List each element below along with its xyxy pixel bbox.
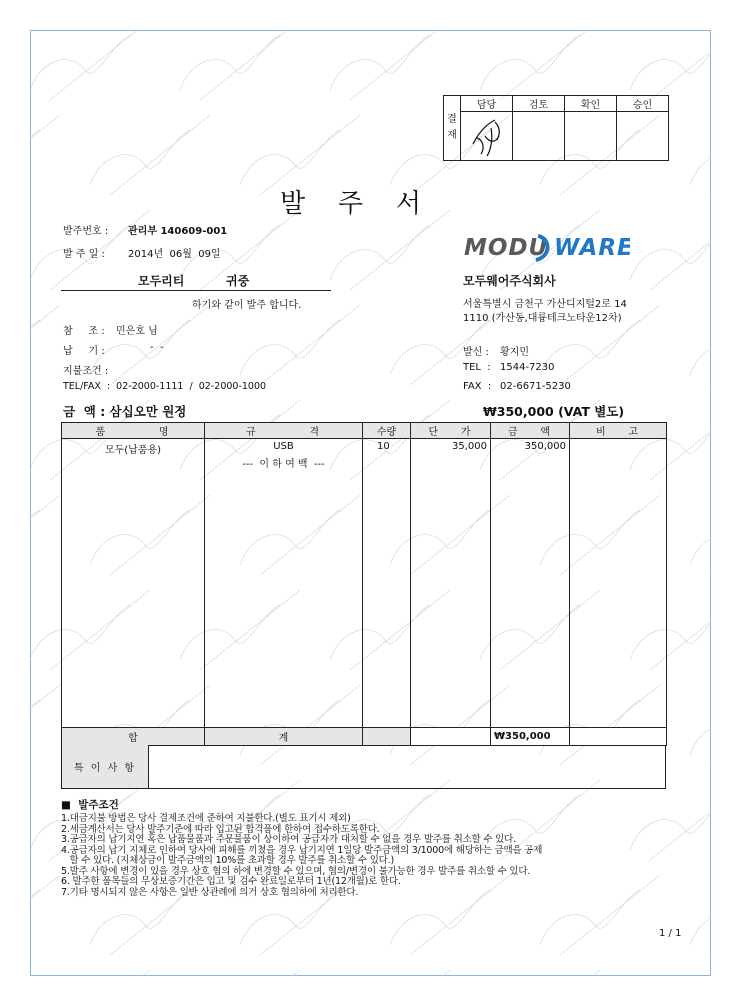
total-unit-empty: [411, 728, 491, 746]
total-row: [62, 728, 667, 746]
sender-value: 황지민: [500, 347, 529, 358]
approval-empty-cell: [617, 112, 669, 161]
amount-value: ₩350,000 (VAT 별도): [483, 404, 625, 419]
col-header-qty: 수량: [363, 423, 411, 439]
table-row: [62, 439, 667, 728]
delivery-value: - -: [150, 342, 164, 353]
condition-line: 2.세금계산서는 당사 발주기준에 따라 입고된 합격품에 한하여 접수하도록한다.: [61, 823, 380, 835]
handwritten-signature: [465, 114, 509, 158]
recipient-company: 모두리티: [138, 274, 185, 288]
moduware-logo: [462, 230, 630, 262]
approval-header-확인: 확인: [565, 96, 617, 112]
supplier-tel-value: 1544-7230: [500, 362, 555, 373]
total-note-empty: [570, 728, 667, 746]
col-header-spec: 규 격: [205, 423, 363, 439]
date-label: 발 주 일 :: [63, 249, 105, 260]
supplier-name: 모두웨어주식회사: [463, 274, 556, 288]
document-title: 발 주 서: [280, 189, 423, 219]
col-header-item-name: 품 명: [62, 423, 205, 439]
amount-label: 금 액 : 삼십오만 원정: [63, 404, 187, 419]
payment-terms-label: 지불조건 :: [63, 366, 109, 377]
end-of-items-marker: --- 이 하 여 백 ---: [242, 459, 325, 470]
cell-item-name: 모두(납품용): [62, 439, 205, 728]
date-value: 2014년 06월 09일: [128, 249, 221, 260]
conditions-list: [61, 814, 681, 898]
special-notes-label: 특 이 사 항: [62, 745, 149, 788]
condition-line: 1.대금지불 방법은 당사 결제조건에 준하여 지불한다.(별도 표기시 제외): [61, 813, 351, 824]
supplier-address-line2: 1110 (가산동,대륭테크노타운12차): [463, 313, 622, 324]
total-label: 합: [62, 728, 205, 746]
reference-value: 민은호 님: [116, 326, 158, 337]
cell-note: [570, 439, 667, 728]
order-message: 하기와 같이 발주 합니다.: [192, 300, 302, 311]
col-header-amount: 금 액: [491, 423, 570, 439]
cell-amount: 350,000: [491, 439, 570, 728]
moduware-logo-mark: [462, 230, 630, 262]
total-qty-empty: [363, 728, 411, 746]
page-number: 1 / 1: [659, 928, 682, 939]
approval-header-검토: 검토: [513, 96, 565, 112]
condition-line: 7.기타 명시되지 않은 사항은 일반 상관례에 의거 상호 협의하에 처리한다.: [61, 886, 359, 898]
condition-line: 5.발주 사항에 변경이 있을 경우 상호 협의 하에 변경할 수 있으며, 협의/변경이 불가능한 경우 발주를 취소할 수 있다.: [61, 865, 531, 877]
total-value: ₩350,000: [491, 728, 570, 746]
order-no-label: 발주번호 :: [63, 226, 109, 237]
order-no-value: 관리부 140609-001: [128, 226, 228, 237]
approval-side-label: 결 재: [444, 96, 461, 161]
supplier-address-line1: 서울특별시 금천구 가산디지털2로 14: [463, 299, 627, 310]
sender-label: 발신 :: [463, 347, 489, 358]
recipient-honorific: 귀중: [226, 274, 250, 288]
approval-empty-cell: [513, 112, 565, 161]
supplier-fax-label: FAX :: [463, 381, 492, 392]
tel-fax: TEL/FAX : 02-2000-1111 / 02-2000-1000: [63, 381, 267, 392]
approval-box: [443, 95, 669, 161]
condition-line: 할 수 있다. (지체상금이 발주금액의 10%를 초과할 경우 발주를 취소할 수 있다.): [61, 855, 394, 866]
cell-unit-price: 35,000: [411, 439, 491, 728]
reference-label: 참 조 :: [63, 326, 105, 337]
approval-header-담당: 담당: [461, 96, 513, 112]
col-header-note: 비 고: [570, 423, 667, 439]
recipient-underline: [61, 290, 331, 291]
cell-spec: USB --- 이 하 여 백 ---: [205, 439, 363, 728]
special-notes-box: [61, 745, 666, 789]
condition-line: 4.공급자의 납기 지체로 인하여 당사에 피해를 끼쳤을 경우 납기지연 1일당 발주금액의 3/1000에 해당하는 금액을 공제: [61, 844, 543, 856]
condition-line: 6. 발주한 품목들의 무상보증기간은 입고 및 검수 완료일로부터 1년(12개월)로 한다.: [61, 876, 401, 887]
supplier-fax-value: 02-6671-5230: [500, 381, 571, 392]
approval-empty-cell: [565, 112, 617, 161]
supplier-tel-label: TEL :: [463, 362, 491, 373]
cell-qty: 10: [363, 439, 411, 728]
table-header-row: [62, 423, 667, 439]
approval-header-승인: 승인: [617, 96, 669, 112]
approval-signature-cell: [461, 112, 513, 161]
condition-line: 3.공급자의 납기지연 혹은 납품물품과 주문물품이 상이하여 공급자가 대처할 수 없을 경우 발주를 취소할 수 있다.: [61, 834, 516, 845]
delivery-label: 납 기 :: [63, 346, 105, 357]
svg-text:WARE: WARE: [554, 235, 630, 261]
items-table: [61, 422, 667, 746]
conditions-title: ■ 발주조건: [61, 799, 119, 811]
svg-text:MODU: MODU: [464, 235, 549, 261]
col-header-unit-price: 단 가: [411, 423, 491, 439]
total-label-2: 계: [205, 728, 363, 746]
